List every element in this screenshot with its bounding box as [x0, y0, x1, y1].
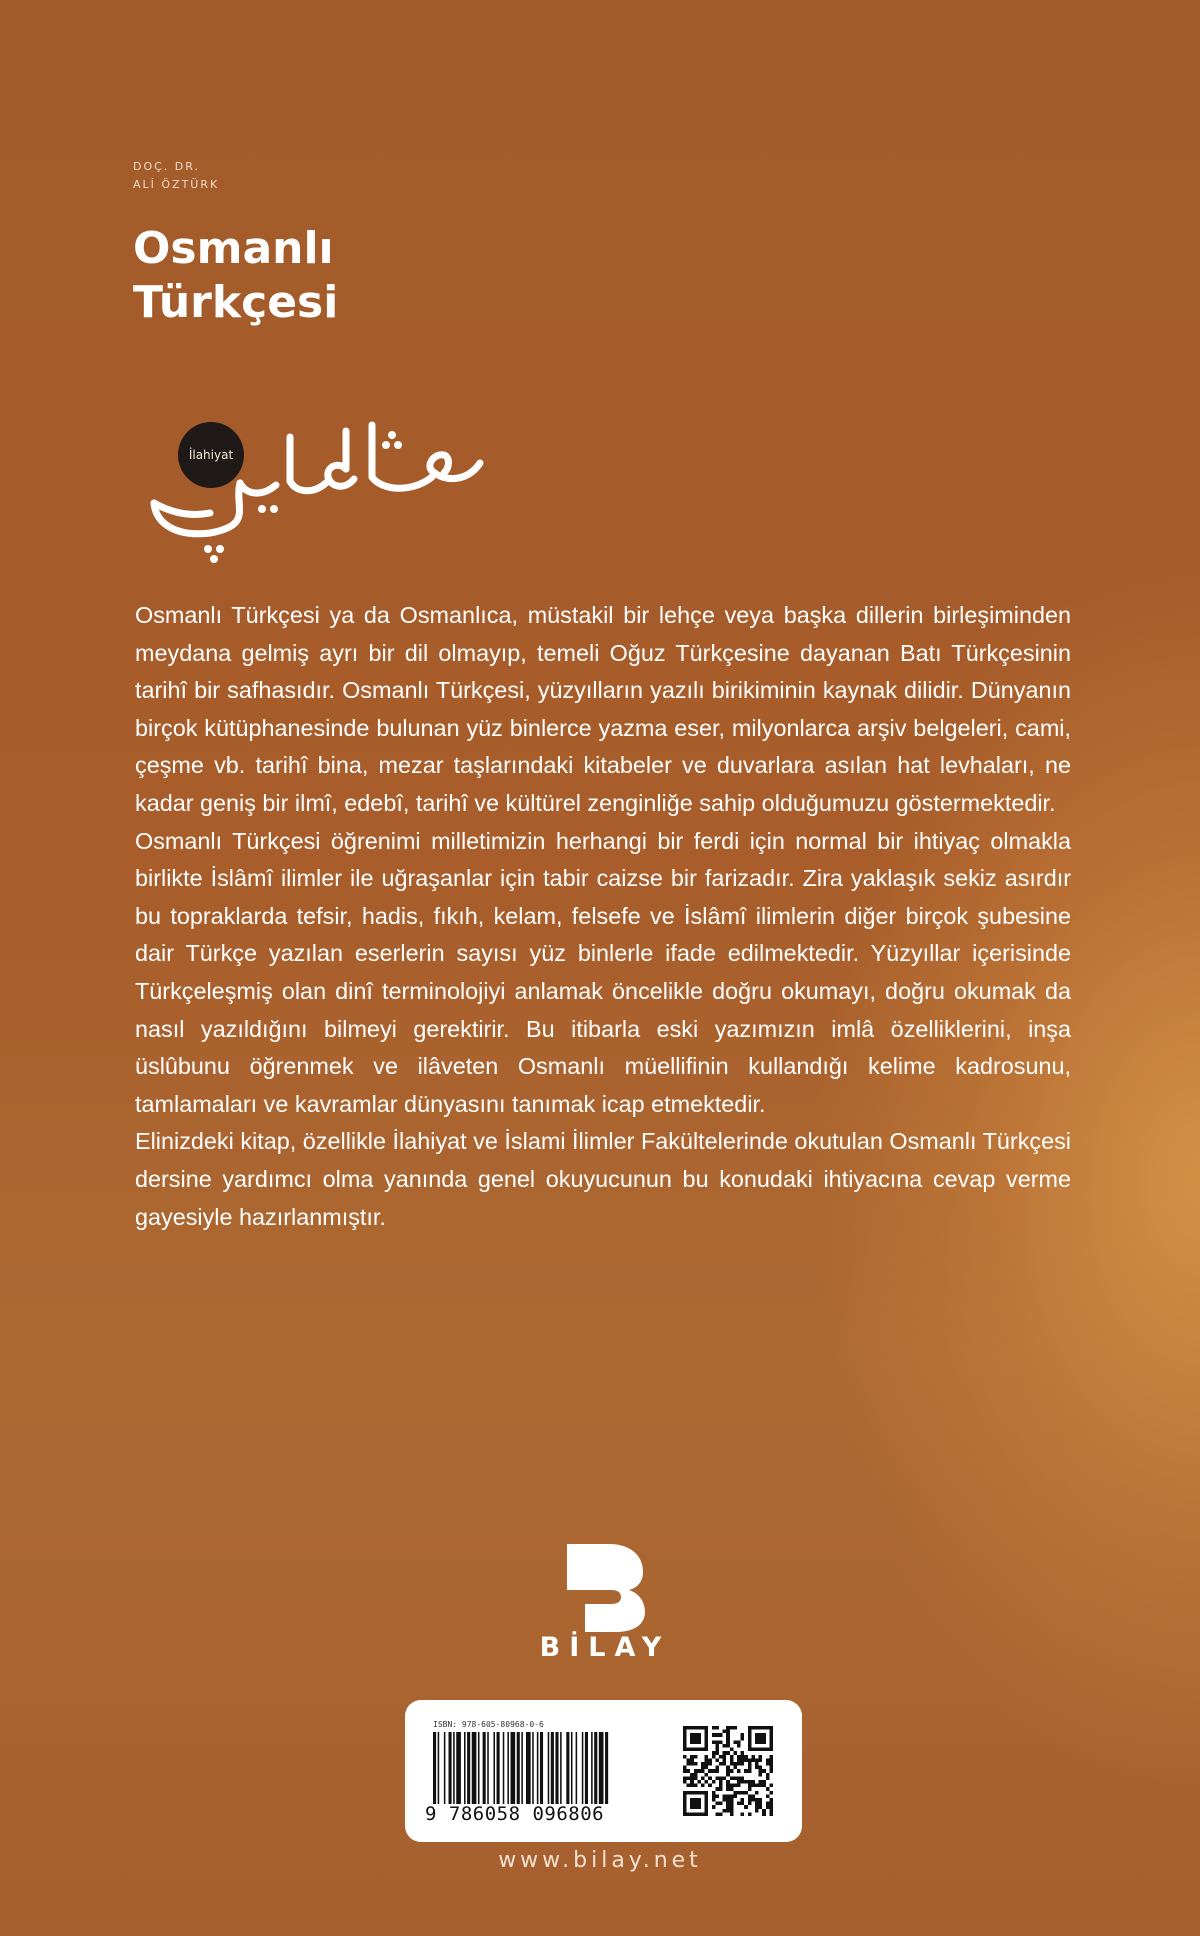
qr-code: [683, 1726, 773, 1816]
isbn-digits: 9 786058 096806: [425, 1803, 605, 1825]
author-block: [133, 158, 219, 194]
description-paragraph: Osmanlı Türkçesi öğrenimi milletimizin herhangi bir ferdi için normal bir ihtiyaç olmakla birlikte İslâmî ilimler ile uğraşanlar için tabir caizse bir farizadır. Zira yaklaşık sekiz asırdır bu topraklarda tefsir, hadis, fıkıh, kelam, felsefe ve İslâmî ilimlerin diğer birçok şubesine dair Türkçe yazılan eserlerin sayısı yüz binlerle ifade edilmektedir. Yüzyıllar içerisinde Türkçeleşmiş olan dinî terminolojiyi anlamak öncelikle doğru okumayı, doğru okumak da nasıl yazıldığını bilmeyi gerektirir. Bu itibarla eski yazımızın imlâ özelliklerini, inşa üslûbunu öğrenmek ve ilâveten Osmanlı müellifinin kullandığı kelime kadrosunu, tamlamaları ve kavramlar dünyasını tanımak icap etmektedir.: [135, 827, 1071, 1117]
author-name: ALİ ÖZTÜRK: [133, 178, 220, 191]
book-title-line-1: Osmanlı: [133, 223, 334, 274]
publisher-name: BİLAY: [539, 1632, 671, 1663]
barcode-panel: [405, 1700, 802, 1842]
author-title: DOÇ. DR.: [133, 160, 201, 173]
publisher-logo-icon: [565, 1542, 647, 1632]
isbn-barcode: [433, 1732, 665, 1804]
isbn-label: ISBN: 978-605-80968-0-6: [433, 1720, 544, 1729]
book-title: [133, 222, 338, 330]
publisher-website: www.bilay.net: [498, 1848, 702, 1873]
series-badge: [178, 422, 244, 488]
description-paragraph: Osmanlı Türkçesi ya da Osmanlıca, müstakil bir lehçe veya başka dillerin birleşiminden meydana gelmiş ayrı bir dil olmayıp, temeli Oğuz Türkçesine dayanan Batı Türkçesinin tarihî bir safhasıdır. Osmanlı Türkçesi, yüzyılların yazılı birikiminin kaynak dilidir. Dünyanın birçok kütüphanesinde bulunan yüz binlerce yazma eser, milyonlarca arşiv belgeleri, cami, çeşme vb. tarihî bina, mezar taşlarındaki kitabeler ve duvarlara asılan hat levhaları, ne kadar geniş bir ilmî, edebî, tarihî ve kültürel zenginliğe sahip olduğumuzu göstermektedir.: [135, 602, 1071, 816]
book-description: [135, 597, 1071, 1236]
series-badge-label: İlahiyat: [188, 448, 234, 462]
description-paragraph: Elinizdeki kitap, özellikle İlahiyat ve İslami İlimler Fakültelerinde okutulan Osmanlı Türkçesi dersine yardımcı olma yanında genel okuyucunun bu konudaki ihtiyacına cevap verme gayesiyle hazırlanmıştır.: [135, 1128, 1071, 1230]
book-title-line-2: Türkçesi: [133, 277, 339, 328]
